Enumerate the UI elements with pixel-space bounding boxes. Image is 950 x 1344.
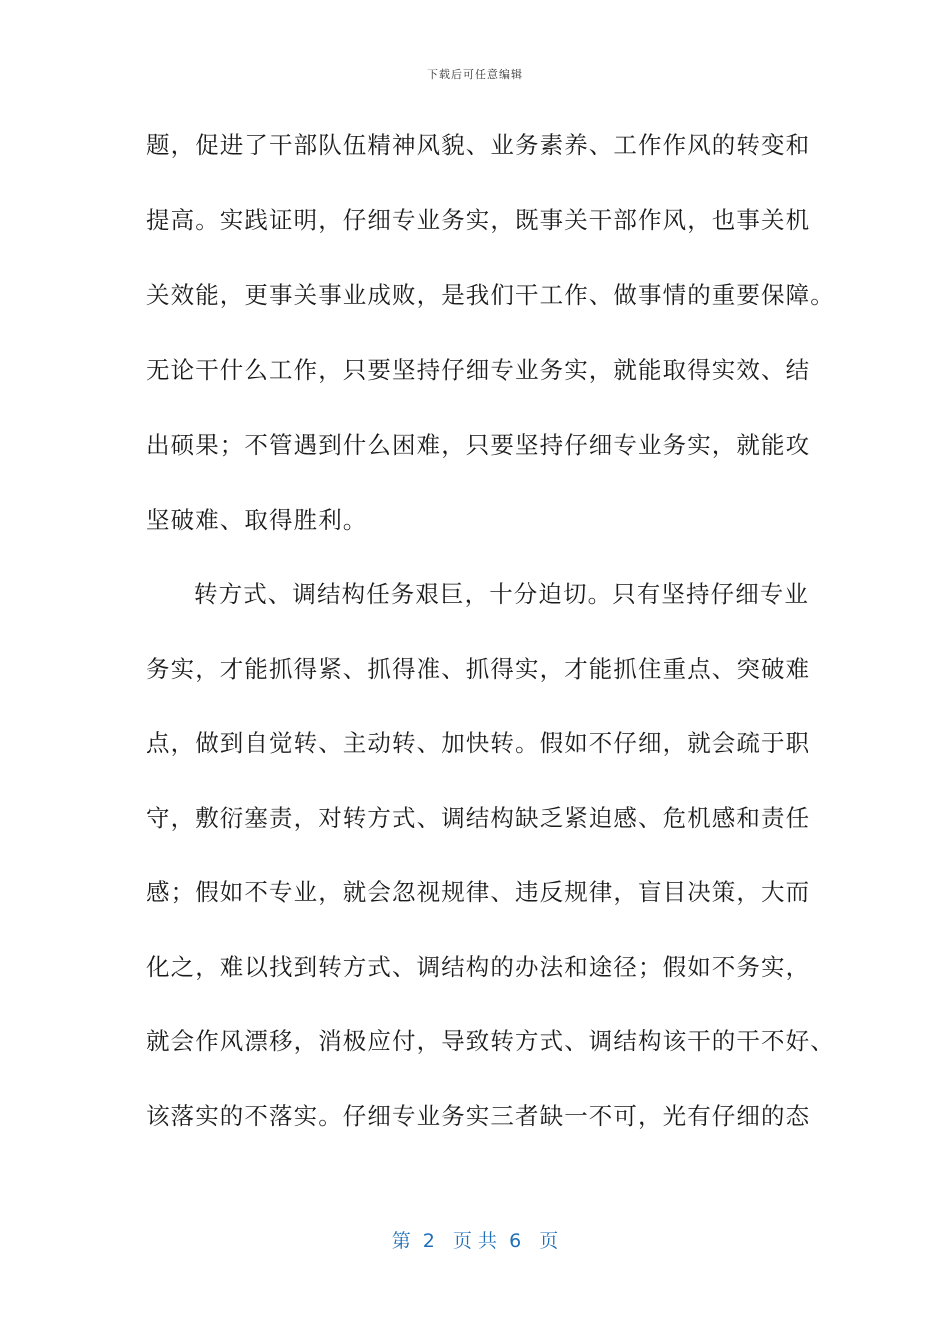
text-line: 出硕果；不管遇到什么困难，只要坚持仔细专业务实，就能攻 <box>146 431 811 459</box>
page-header: 下载后可任意编辑 <box>427 68 523 81</box>
text-line: 无论干什么工作，只要坚持仔细专业务实，就能取得实效、结 <box>146 356 811 384</box>
page-number: 第 2 页 共 6 页 <box>391 1230 559 1252</box>
text-line: 就会作风漂移，消极应付，导致转方式、调结构该干的干不好、 <box>146 1027 835 1055</box>
text-line: 提高。实践证明，仔细专业务实，既事关干部作风，也事关机 <box>146 206 811 234</box>
text-line: 关效能，更事关事业成败，是我们干工作、做事情的重要保障。 <box>146 281 835 309</box>
paragraph-first-line: 转方式、调结构任务艰巨，十分迫切。只有坚持仔细专业 <box>194 580 809 608</box>
text-line: 化之，难以找到转方式、调结构的办法和途径；假如不务实， <box>146 953 811 981</box>
text-line: 坚破难、取得胜利。 <box>146 506 368 534</box>
text-line: 点，做到自觉转、主动转、加快转。假如不仔细，就会疏于职 <box>146 729 811 757</box>
text-line: 该落实的不落实。仔细专业务实三者缺一不可，光有仔细的态 <box>146 1102 811 1130</box>
text-line: 感；假如不专业，就会忽视规律、违反规律，盲目决策，大而 <box>146 878 811 906</box>
text-line: 题，促进了干部队伍精神风貌、业务素养、工作作风的转变和 <box>146 131 811 159</box>
text-line: 务实，才能抓得紧、抓得准、抓得实，才能抓住重点、突破难 <box>146 655 811 683</box>
text-line: 守，敷衍塞责，对转方式、调结构缺乏紧迫感、危机感和责任 <box>146 804 811 832</box>
